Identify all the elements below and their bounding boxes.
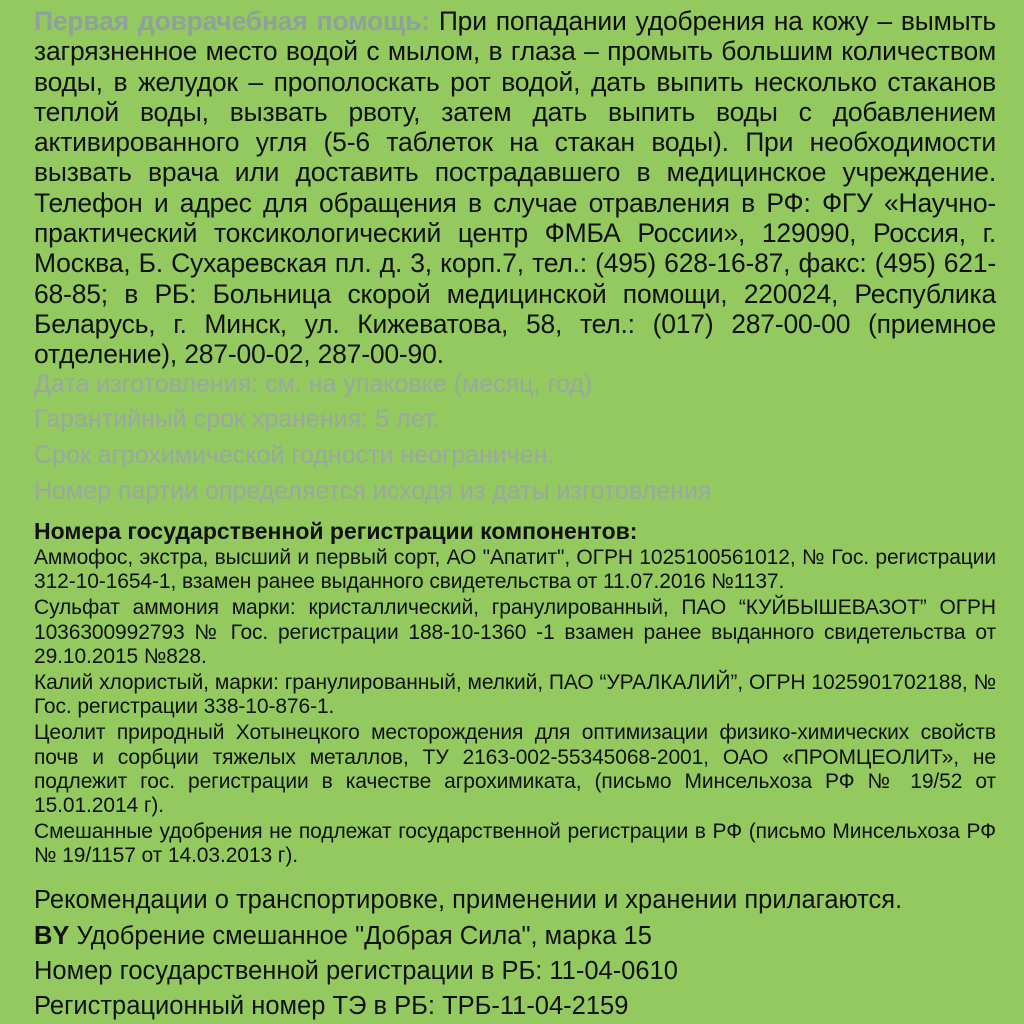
by-prefix: BY <box>34 922 70 950</box>
batch-number-line: Номер партии определяется исходя из даты изготовления <box>34 477 712 505</box>
registration-list <box>34 546 996 871</box>
agrochemical-validity-line: Срок агрохимической годности неограничен. <box>34 441 555 469</box>
manufacture-date-line: Дата изготовления: см. на упаковке (месяц, год) <box>34 370 593 398</box>
shelf-life-line: Гарантийный срок хранения: 5 лет. <box>34 405 440 433</box>
recommendations-line: Рекомендации о транспортировке, применении и хранении прилагаются. <box>34 886 903 914</box>
registration-heading: Номера государственной регистрации компонентов: <box>34 518 638 544</box>
first-aid-paragraph <box>34 6 996 370</box>
registration-item-ammonium-sulfate: Сульфат аммония марки: кристаллический, гранулированный, ПАО “КУЙБЫШЕВАЗОТ” ОГРН 1036300992793 № Гос. регистрации 188-10-1360 -1 взамен ранее выданного свидетельства от 29.10.2015 №828. <box>34 596 996 668</box>
first-aid-heading: Первая доврачебная помощь: <box>34 6 430 36</box>
te-registration-number: Регистрационный номер ТЭ в РБ: ТРБ-11-04-2159 <box>34 992 629 1020</box>
registration-item-potassium-chloride: Калий хлористый, марки: гранулированный, мелкий, ПАО “УРАЛКАЛИЙ”, ОГРН 1025901702188, № Гос. регистрации 338-10-876-1. <box>34 671 996 719</box>
registration-item-mixed-fertilizers: Смешанные удобрения не подлежат государственной регистрации в РФ (письмо Минсельхоза РФ № 19/1157 от 14.03.2013 г). <box>34 820 996 868</box>
first-aid-text: При попадании удобрения на кожу – вымыть загрязненное место водой с мылом, в глаза – промыть большим количеством воды, в желудок – прополоскать рот водой, дать выпить несколько стаканов теплой воды, вызвать рвоту, затем дать выпить воды с добавлением активированного угля (5-6 таблеток на стакан воды). При необходимости вызвать врача или доставить пострадавшего в медицинское учреждение. Телефон и адрес для обращения в случае отравления в РФ: ФГУ «Научно-практический токсикологический центр ФМБА России», 129090, Россия, г. Москва, Б. Сухаревская пл. д. 3, корп.7, тел.: (495) 628-16-87, факс: (495) 621-68-85; в РБ: Больница скорой медицинской помощи, 220024, Республика Беларусь, г. Минск, ул. Кижеватова, 58, тел.: (017) 287-00-00 (приемное отделение), 287-00-02, 287-00-90. <box>34 6 996 370</box>
rb-registration-number: Номер государственной регистрации в РБ: 11-04-0610 <box>34 957 678 985</box>
registration-item-zeolite: Цеолит природный Хотынецкого месторождения для оптимизации физико-химических свойств почв и сорбции тяжелых металлов, ТУ 2163-002-55345068-2001, ОАО «ПРОМЦЕОЛИТ», не подлежит гос. регистрации в качестве агрохимиката, (письмо Минсельхоза РФ № 19/52 от 15.01.2014 г). <box>34 721 996 818</box>
product-line <box>34 922 652 951</box>
registration-item-ammophos: Аммофос, экстра, высший и первый сорт, АО "Апатит", ОГРН 1025100561012, № Гос. регистрации 312-10-1654-1, взамен ранее выданного свидетельства от 11.07.2016 №1137. <box>34 546 996 594</box>
product-name: Удобрение смешанное "Добрая Сила", марка 15 <box>69 922 652 950</box>
